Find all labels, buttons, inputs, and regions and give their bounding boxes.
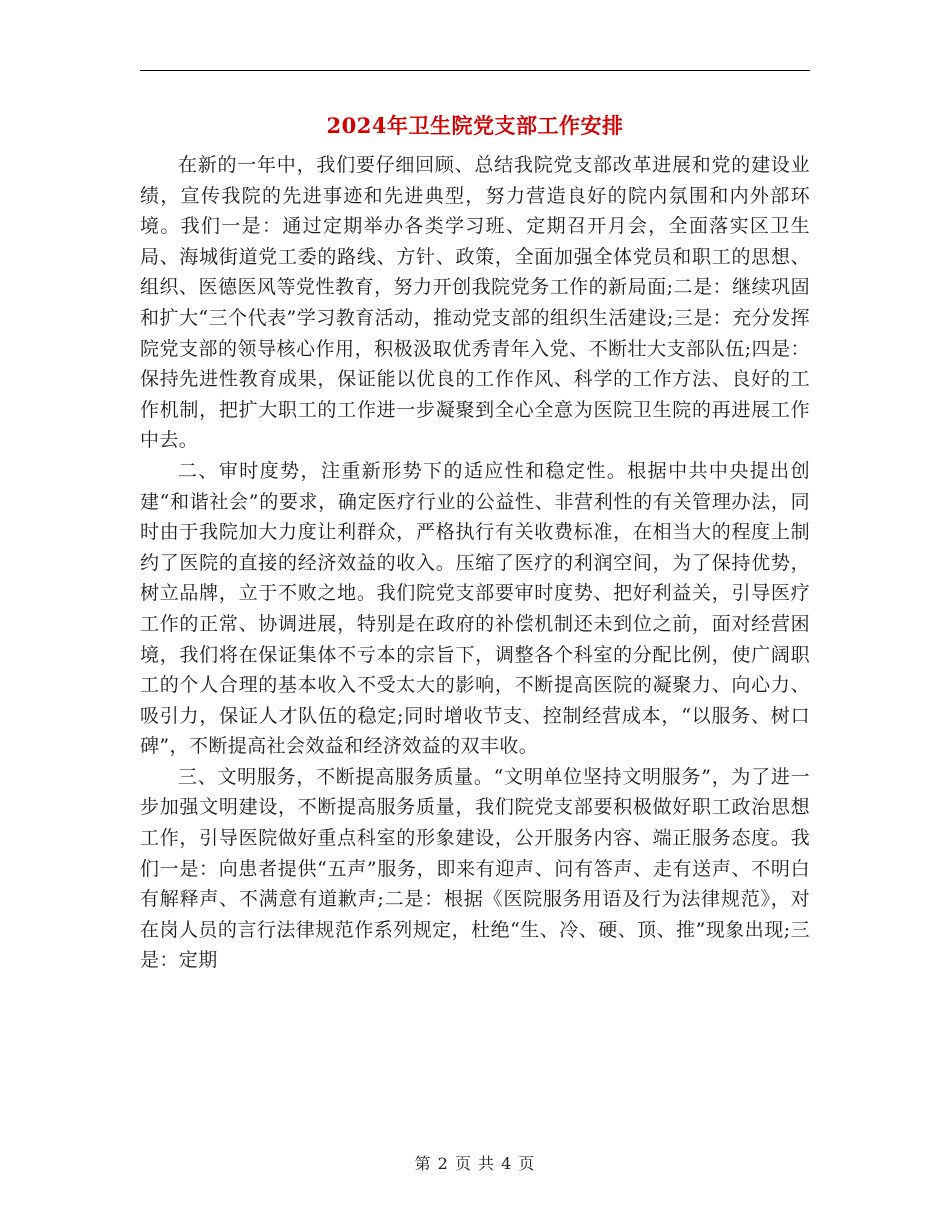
document-body: [140, 150, 810, 976]
document-title: 2024年卫生院党支部工作安排: [326, 113, 624, 138]
paragraph-section-2: 二、审时度势，注重新形势下的适应性和稳定性。根据中共中央提出创建“和谐社会”的要求，确定医疗行业的公益性、非营利性的有关管理办法，同时由于我院加大力度让利群众，严格执行有关收费标准，在相当大的程度上制约了医院的直接的经济效益的收入。压缩了医疗的利润空间，为了保持优势，树立品牌，立于不败之地。我们院党支部要审时度势、把好利益关，引导医疗工作的正常、协调进展，特别是在政府的补偿机制还未到位之前，面对经营困境，我们将在保证集体不亏本的宗旨下，调整各个科室的分配比例，使广阔职工的个人合理的基本收入不受太大的影响，不断提高医院的凝聚力、向心力、吸引力，保证人才队伍的稳定;同时增收节支、控制经营成本，“以服务、树口碑”，不断提高社会效益和经济效益的双丰收。: [140, 459, 810, 758]
paragraph-section-3: 三、文明服务，不断提高服务质量。“文明单位坚持文明服务”，为了进一步加强文明建设，不断提高服务质量，我们院党支部要积极做好职工政治思想工作，引导医院做好重点科室的形象建设，公开服务内容、端正服务态度。我们一是：向患者提供“五声”服务，即来有迎声、问有答声、走有送声、不明白有解释声、不满意有道歉声;二是：根据《医院服务用语及行为法律规范》，对在岗人员的言行法律规范作系列规定，杜绝“生、冷、硬、顶、推”现象出现;三是：定期: [140, 765, 810, 972]
header-rule: [140, 70, 810, 71]
page-number: 第 2 页 共 4 页: [414, 1154, 536, 1173]
paragraph-intro: 在新的一年中，我们要仔细回顾、总结我院党支部改革进展和党的建设业绩，宣传我院的先进事迹和先进典型，努力营造良好的院内氛围和内外部环境。我们一是：通过定期举办各类学习班、定期召开月会，全面落实区卫生局、海城街道党工委的路线、方针、政策，全面加强全体党员和职工的思想、组织、医德医风等党性教育，努力开创我院党务工作的新局面;二是：继续巩固和扩大“三个代表”学习教育活动，推动党支部的组织生活建设;三是：充分发挥院党支部的领导核心作用，积极汲取优秀青年入党、不断壮大支部队伍;四是：保持先进性教育成果，保证能以优良的工作作风、科学的工作方法、良好的工作机制，把扩大职工的工作进一步凝聚到全心全意为医院卫生院的再进展工作中去。: [140, 154, 810, 452]
